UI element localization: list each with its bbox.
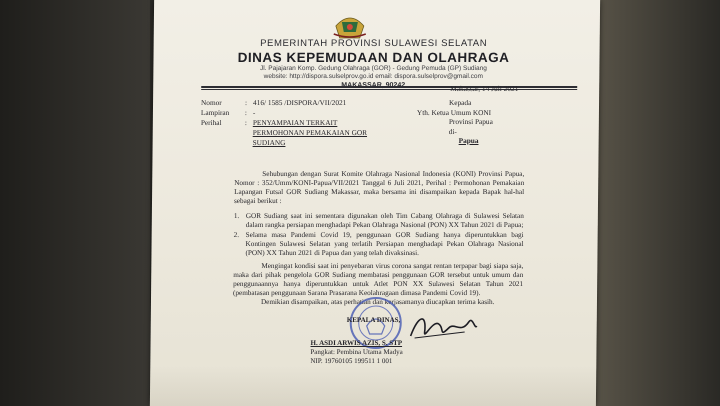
list-item-text: Selama masa Pandemi Covid 19, penggunaan GOR Sudiang hanya diperuntukkan bagi Kontingen Sulawesi Selatan yang terlatih Persiapan menghadapi Pekan Olahraga Nasional (PON) XX Tahun 2021 di Papua dan yang telah divaksinasi.	[245, 231, 524, 258]
nomor-value: 416/ 1585 /DISPORA/VII/2021	[253, 98, 347, 107]
recipient-line2: Provinsi Papua	[448, 117, 493, 126]
list-item-text: GOR Sudiang saat ini sementara digunakan oleh Tim Cabang Olahraga di Sulawesi Selatan dalam rangka persiapan menghadapi Pekan Olahraga Nasional (PON) XX Tahun 2021 di Papua;	[245, 212, 524, 230]
signature-rank: Pangkat: Pembina Utama Madya	[310, 348, 403, 356]
header-rule-thick	[201, 86, 577, 88]
recipient-place: Papua	[458, 136, 479, 145]
body-list	[233, 212, 523, 259]
meta-row-nomor: Nomor : 416/ 1585 /DISPORA/VII/2021	[201, 98, 373, 108]
lampiran-label: Lampiran	[200, 108, 230, 117]
background-left	[0, 0, 150, 406]
letterhead-agency: DINAS KEPEMUDAAN DAN OLAHRAGA	[237, 50, 510, 65]
body-paragraph-intro: Sehubungan dengan Surat Komite Olahraga Nasional Indonesia (KONI) Provinsi Papua, Nomor : 352/Umm/KONI-Papua/VII/2021 Tanggal 6 Juli 2021, Perihal : Permohonan Pemakaian Lapangan Futsal GOR Sudiang Makassar, maka bersama ini disampaikan kepada Bapak hal-hal sebagai berikut :	[233, 170, 525, 206]
perihal-value: PENYAMPAIAN TERKAIT PERMOHONAN PEMAKAIAN GOR SUDIANG	[252, 118, 368, 147]
signature-name: H. ASDI ARWIS AZIS, S. STP	[310, 339, 403, 347]
signature-nip: NIP. 19760105 199511 1 001	[310, 357, 393, 365]
paper-shadow	[150, 366, 596, 406]
list-item	[234, 212, 524, 230]
letter-page	[150, 0, 600, 406]
list-item	[233, 231, 523, 258]
body-paragraph-closing: Demikian disampaikan, atas perhatian dan kerjasamanya diucapkan terima kasih.	[260, 298, 495, 306]
letter-meta	[201, 98, 374, 148]
nomor-label: Nomor	[201, 98, 222, 107]
letter-date: Makassar, 14 Juli 2021	[450, 84, 519, 93]
letterhead-contact: website: http://dispora.sulselprov.go.id email: dispora.sulselprov@gmail.com	[263, 73, 484, 80]
lampiran-value: -	[252, 108, 256, 117]
recipient-kepada: Kepada	[449, 98, 472, 107]
recipient-block	[413, 98, 493, 146]
header-rule-thin	[201, 89, 577, 90]
perihal-label: Perihal	[200, 118, 222, 127]
meta-row-lampiran: Lampiran : -	[201, 108, 373, 118]
body-paragraph-condition: Mengingat kondisi saat ini penyebaran virus corona sangat rentan terpapar bagi siapa saja, maka dari pihak pengelola GOR Sudiang membatasi penggunaan GOR tersebut untuk umum dan penggunaannya hanya diperuntukkan untuk Atlet PON XX Sulawesi Selatan Tahun 2021 (pembatasan penggunaan Sarana Prasarana Keolahragaan dimasa Pandemi Covid 19).	[233, 262, 524, 298]
letterhead-government: PEMERINTAH PROVINSI SULAWESI SELATAN	[260, 38, 488, 49]
list-item-number: 2.	[233, 231, 240, 240]
list-item-number: 1.	[233, 212, 240, 220]
signature-block	[262, 316, 463, 366]
background-right	[590, 0, 720, 406]
meta-row-perihal: Perihal : PENYAMPAIAN TERKAIT PERMOHONAN PEMAKAIAN GOR SUDIANG	[201, 118, 373, 148]
letterhead	[213, 12, 534, 89]
recipient-line3: di-	[448, 126, 457, 136]
signature-title: KEPALA DINAS,	[346, 316, 401, 324]
letterhead-address: Jl. Pajajaran Komp. Gedung Olahraga (GOR) - Gedung Pemuda (GP) Sudiang	[259, 65, 487, 72]
recipient-line1: Yth. Ketua Umum KONI	[416, 107, 492, 117]
letterhead-city: MAKASSAR, 90242	[341, 82, 406, 89]
